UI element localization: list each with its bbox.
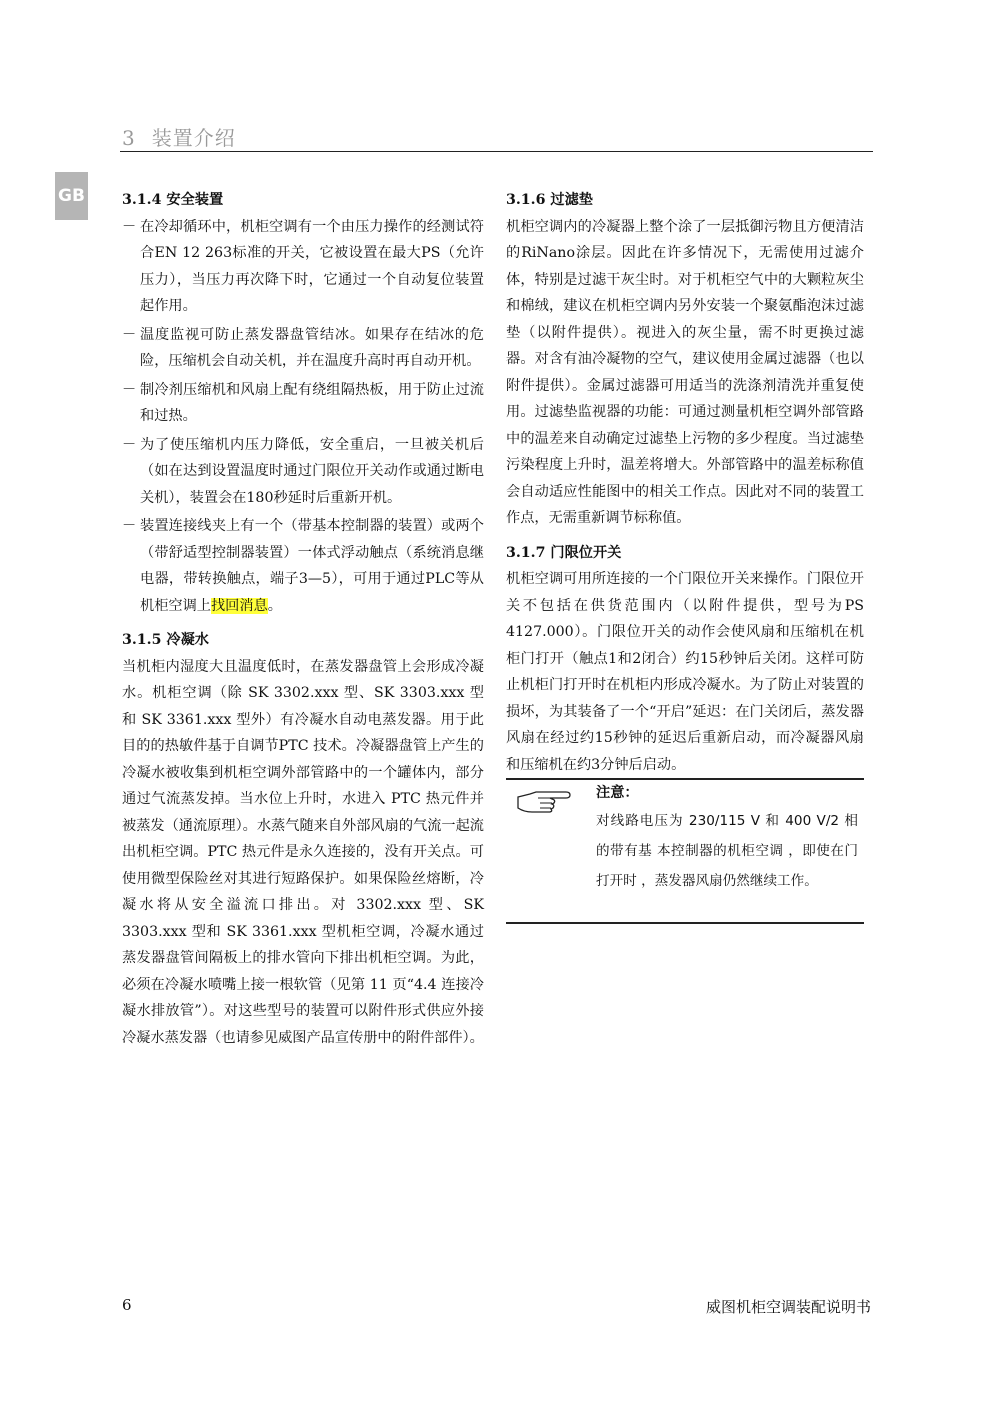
section-heading-3-1-4: 3.1.4 安全装置 — [122, 192, 224, 208]
chapter-number: 3 — [122, 126, 136, 150]
right-column — [506, 187, 864, 924]
condensate-paragraph: 当机柜内湿度大且温度低时，在蒸发器盘管上会形成冷凝水。机柜空调（除 SK 3302.xxx 型、SK 3303.xxx 型和 SK 3361.xxx 型外）有冷凝水自动电蒸发器。用于此目的的热敏件基于自调节PTC 技术。冷凝器盘管上产生的冷凝水被收集到机柜空调外部管路中的一个罐体内，部分通过气流蒸发掉。当水位上升时，水进入 PTC 热元件并被蒸发（通流原理）。水蒸气随来自外部风扇的气流一起流出机柜空调。PTC 热元件是永久连接的，没有开关点。可使用微型保险丝对其进行短路保护。如果保险丝熔断，冷凝水将从安全溢流口排出。对 3302.xxx 型、SK 3303.xxx 型和 SK 3361.xxx 型机柜空调，冷凝水通过蒸发器盘管间隔板上的排水管向下排出机柜空调。为此，必须在冷凝水喷嘴上接一根软管（见第 11 页“4.4 连接冷凝水排放管”）。对这些型号的装置可以附件形式供应外接冷凝水蒸发器（也请参见威图产品宣传册中的附件部件）。 — [122, 658, 484, 1046]
highlighted-text: 找回消息 — [210, 597, 268, 614]
list-item: － 为了使压缩机内压力降低，安全重启，一旦被关机后（如在达到设置温度时通过门限位开关动作或通过断电关机），装置会在180秒延时后重新开机。 — [122, 436, 484, 506]
note-text: 对线路电压为 230/115 V 和 400 V/2 相的带有基 本控制器的机柜空调 ，即使在门打开时 ，蒸发器风扇仍然继续工作。 — [596, 813, 858, 889]
list-item: － 在冷却循环中，机柜空调有一个由压力操作的经测试符合EN 12 263标准的开关，它被设置在最大PS（允许压力），当压力再次降下时，它通过一个自动复位装置起作用。 — [122, 218, 484, 314]
left-column — [122, 187, 484, 1051]
section-heading-3-1-5: 3.1.5 冷凝水 — [122, 632, 209, 648]
header-rule — [120, 151, 873, 152]
pointing-hand-icon — [516, 788, 572, 814]
section-heading-3-1-6: 3.1.6 过滤垫 — [506, 192, 593, 208]
chapter-title: 装置介绍 — [151, 126, 236, 150]
chapter-header — [122, 122, 236, 151]
section-heading-3-1-7: 3.1.7 门限位开关 — [506, 544, 622, 561]
language-tab: GB — [55, 172, 88, 220]
list-item: － 装置连接线夹上有一个（带基本控制器的装置）或两个（带舒适型控制器装置）一体式浮动触点（系统消息继电器，带转换触点，端子3—5），可用于通过PLC等从机柜空调上找回消息。 — [122, 518, 484, 614]
door-switch-paragraph: 机柜空调可用所连接的一个门限位开关来操作。门限位开关不包括在供货范围内（以附件提供，型号为PS 4127.000）。门限位开关的动作会使风扇和压缩机在机柜门打开（触点1和2闭合）约15秒钟后关闭。这样可防止机柜门打开时在机柜内形成冷凝水。为了防止对装置的损坏，为其装备了一个“开启”延迟：在门关闭后，蒸发器风扇在经过约15秒钟的延迟后重新启动，而冷凝器风扇和压缩机在约3分钟后启动。 — [506, 571, 864, 773]
document-title: 威图机柜空调装配说明书 — [705, 1298, 871, 1316]
note-title: 注意： — [596, 785, 639, 801]
list-item: － 温度监视可防止蒸发器盘管结冰。如果存在结冰的危险，压缩机会自动关机，并在温度升高时再自动开机。 — [122, 326, 484, 369]
page-number: 6 — [122, 1296, 132, 1314]
filter-paragraph: 机柜空调内的冷凝器上整个涂了一层抵御污物且方便清洁的RiNano涂层。因此在许多情况下，无需使用过滤介体，特别是过滤干灰尘时。对于机柜空气中的大颗粒灰尘和棉绒，建议在机柜空调内另外安装一个聚氨酯泡沫过滤垫（以附件提供）。视进入的灰尘量，需不时更换过滤器。对含有油冷凝物的空气，建议使用金属过滤器（也以附件提供）。金属过滤器可用适当的洗涤剂清洗并重复使用。过滤垫监视器的功能：可通过测量机柜空调外部管路中的温差来自动确定过滤垫上污物的多少程度。当过滤垫污染程度上升时，温差将增大。外部管路中的温差标称值会自动适应性能图中的相关工作点。因此对不同的装置工作点，无需重新调节标称值。 — [506, 218, 864, 526]
list-item: － 制冷剂压缩机和风扇上配有绕组隔热板，用于防止过流和过热。 — [122, 381, 484, 424]
safety-list — [122, 214, 484, 620]
note-box — [506, 778, 864, 924]
